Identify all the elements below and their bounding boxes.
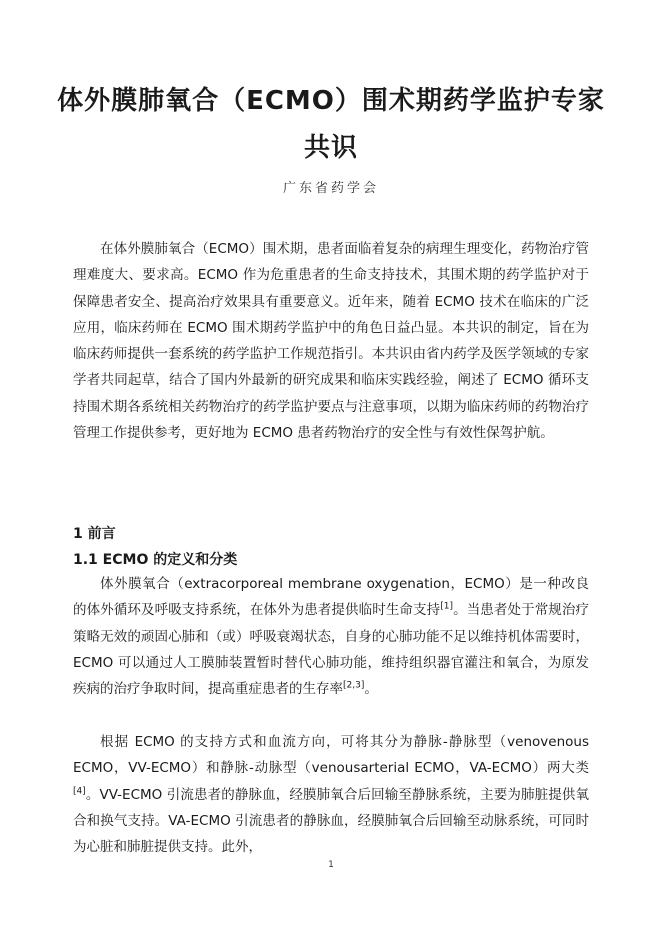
citation-2-3: [2,3] — [343, 680, 365, 691]
page-number: 1 — [328, 860, 334, 870]
classification-text-a: 根据 ECMO 的支持方式和血流方向，可将其分为静脉-静脉型（venovenous ECMO，VV-ECMO）和静脉-动脉型（venousarterial ECMO，VA-ECMO）两大类 — [73, 734, 589, 777]
subsection-heading-definition: 1.1 ECMO 的定义和分类 — [73, 552, 238, 568]
citation-1: [1] — [440, 601, 453, 612]
definition-text-a: 体外膜氧合（extracorporeal membrane oxygenation，ECMO）是一种改良的体外循环及呼吸支持系统，在体外为患者提供临时生命支持 — [73, 576, 589, 619]
document-title-line2: 共识 — [303, 133, 358, 163]
definition-text-b: 。当患者处于常规治疗策略无效的顽固心肺和（或）呼吸衰竭状态，自身的心肺功能不足以维持机体需要时，ECMO 可以通过人工膜肺装置暂时替代心肺功能，维持组织器官灌注和氧合，为原发疾病的治疗争取时间，提高重症患者的生存率 — [73, 602, 590, 698]
definition-text-end: 。 — [364, 681, 378, 698]
classification-text-b: 。VV-ECMO 引流患者的静脉血，经膜肺氧合后回输至静脉系统，主要为肺脏提供氧合和换气支持。VA-ECMO 引流患者的静脉血，经膜肺氧合后回输至动脉系统，可同时为心脏和肺脏提供支持。此外， — [73, 786, 589, 856]
abstract-paragraph: 在体外膜肺氧合（ECMO）围术期，患者面临着复杂的病理生理变化，药物治疗管理难度大、要求高。ECMO 作为危重患者的生命支持技术，其围术期的药学监护对于保障患者安全、提高治疗效果具有重要意义。近年来，随着 ECMO 技术在临床的广泛应用，临床药师在 ECMO 围术期药学监护中的角色日益凸显。本共识的制定，旨在为临床药师提供一套系统的药学监护工作规范指引。本共识由省内药学及医学领域的专家学者共同起草，结合了国内外最新的研究成果和临床实践经验，阐述了 ECMO 循环支持围术期各系统相关药物治疗的药学监护要点与注意事项，以期为临床药师的药物治疗管理工作提供参考，更好地为 ECMO 患者药物治疗的安全性与有效性保驾护航。 — [73, 241, 589, 442]
classification-paragraph — [73, 729, 589, 860]
definition-paragraph — [73, 571, 589, 702]
section-heading-introduction: 1 前言 — [73, 526, 116, 542]
citation-4: [4] — [73, 786, 86, 797]
author-organization: 广东省药学会 — [282, 181, 379, 196]
document-title-line1: 体外膜肺氧合（ECMO）围术期药学监护专家 — [57, 86, 605, 116]
